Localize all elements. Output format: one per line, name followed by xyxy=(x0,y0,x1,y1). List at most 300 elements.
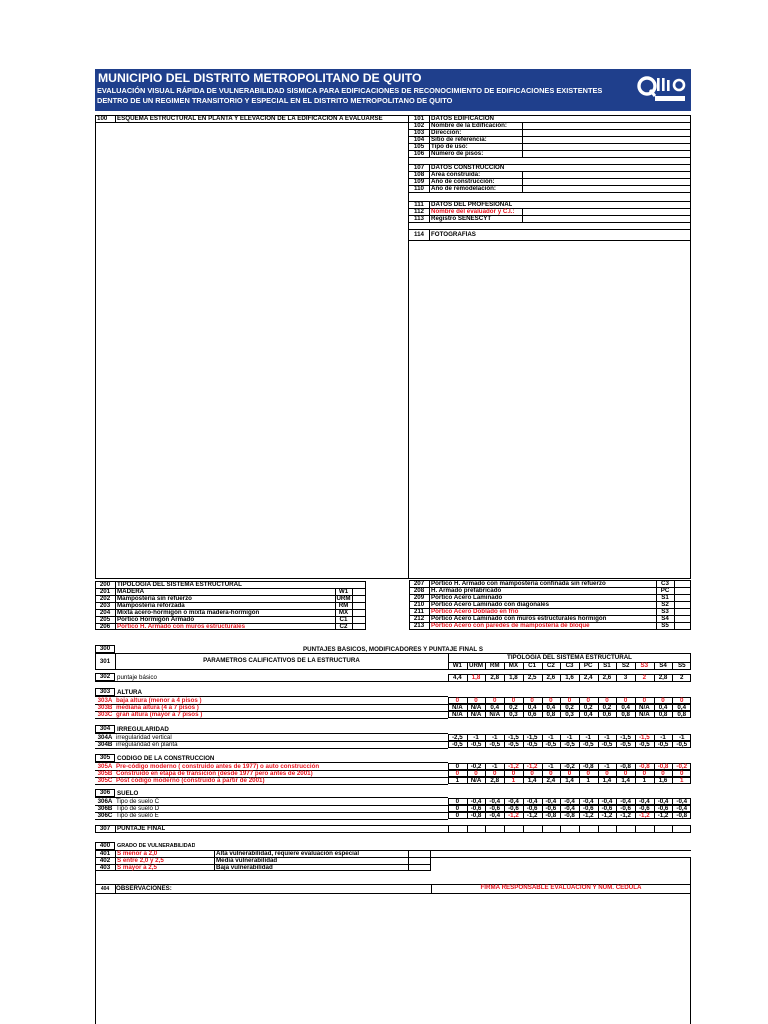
score-value: -0,6 xyxy=(657,805,669,812)
final-score-cell[interactable] xyxy=(543,826,560,832)
typology-left-abbr: MX xyxy=(338,609,349,616)
final-score-cell[interactable] xyxy=(580,826,597,832)
score-value: -0,4 xyxy=(508,798,519,805)
group-label-304: IRREGULARIDAD xyxy=(117,726,169,733)
line xyxy=(429,143,430,150)
final-score-cell[interactable] xyxy=(655,826,672,832)
field-input-105[interactable] xyxy=(523,144,690,150)
score-value: -0,5 xyxy=(620,741,631,748)
score-value: -1 xyxy=(604,734,610,741)
score-value: -0,4 xyxy=(470,798,482,805)
typology-checkbox[interactable] xyxy=(353,624,365,629)
line xyxy=(409,192,691,193)
field-input-102[interactable] xyxy=(523,123,690,129)
score-value: 0 xyxy=(549,770,553,777)
score-value: 0,2 xyxy=(602,704,612,711)
scores-code: 300 xyxy=(99,645,111,652)
score-value: -0,6 xyxy=(601,805,613,812)
sketch-code: 100 xyxy=(97,115,108,122)
score-value: 2,8 xyxy=(490,674,500,681)
score-value: 0,4 xyxy=(527,704,537,711)
score-value: -1,5 xyxy=(508,734,519,741)
score-value: 0,8 xyxy=(621,711,630,718)
typology-left-code: 201 xyxy=(99,588,111,595)
score-value: 0 xyxy=(455,812,460,819)
row-label-306A: Tipo de suelo C xyxy=(116,798,160,805)
construction-code: 107 xyxy=(413,164,425,171)
typology-checkbox[interactable] xyxy=(675,595,690,600)
signature-label: FIRMA RESPONSABLE EVALUACION Y NUM. CEDULA xyxy=(480,884,642,891)
line xyxy=(115,825,116,833)
score-value: 0 xyxy=(530,697,534,704)
line xyxy=(429,136,430,143)
typology-right-label: Pórtico Acero Laminado con muros estructurales hormigón xyxy=(431,615,607,622)
typology-right-code: 209 xyxy=(413,594,425,601)
score-value: 2 xyxy=(642,674,647,681)
score-value: 0 xyxy=(493,697,497,704)
field-label-113: Registro SENESCYT xyxy=(431,215,492,222)
final-score-cell[interactable] xyxy=(505,826,522,832)
group-code-303: 303 xyxy=(99,688,111,695)
vuln-desc: Media vulnerabilidad xyxy=(216,857,278,864)
field-input-113[interactable] xyxy=(523,216,690,222)
score-value: 0 xyxy=(680,697,684,704)
group-label-302: puntaje básico xyxy=(117,674,157,681)
score-value: N/A xyxy=(489,711,501,718)
group-label-306: SUELO xyxy=(117,790,139,797)
score-value: 3 xyxy=(623,674,628,681)
score-value: -1,5 xyxy=(526,734,538,741)
score-value: 0 xyxy=(680,770,684,777)
line xyxy=(429,208,430,215)
score-value: 1 xyxy=(511,777,516,784)
typology-right-code: 207 xyxy=(413,580,425,587)
param-label: PARÁMETROS CALIFICATIVOS DE LA ESTRUCTURA xyxy=(203,657,360,664)
score-value: 0 xyxy=(455,805,460,812)
score-value: -1,5 xyxy=(639,734,650,741)
column-header-RM: RM xyxy=(489,662,500,669)
score-value: -1 xyxy=(491,763,498,770)
final-score-cell[interactable] xyxy=(449,826,466,832)
score-value: 0 xyxy=(623,770,628,777)
score-value: -1 xyxy=(604,763,610,770)
score-value: -0,4 xyxy=(676,805,688,812)
typology-right-code: 213 xyxy=(413,622,425,629)
typology-checkbox[interactable] xyxy=(675,602,690,607)
typology-checkbox[interactable] xyxy=(353,596,365,601)
score-value: 0 xyxy=(623,697,628,704)
column-header-URM: URM xyxy=(468,662,484,669)
line xyxy=(429,150,430,157)
typology-left-label: MADERA xyxy=(117,588,145,595)
typology-right-label: Pórtico Acero con paredes de mampostería de bloque xyxy=(431,622,590,629)
group-code-306: 306 xyxy=(99,789,111,796)
line xyxy=(429,178,430,185)
score-value: 0 xyxy=(642,697,647,704)
score-value: 0 xyxy=(642,770,647,777)
typology-checkbox[interactable] xyxy=(675,623,690,628)
group-label-303: ALTURA xyxy=(117,689,142,696)
score-value: -1 xyxy=(660,734,666,741)
typology-heading: TIPOLOGIA DEL SISTEMA ESTRUCTURAL xyxy=(117,581,242,588)
final-score-cell[interactable] xyxy=(468,826,485,832)
line xyxy=(95,784,448,785)
final-score-cell[interactable] xyxy=(673,826,690,832)
typology-left-abbr: W1 xyxy=(338,588,349,595)
vuln-range: S entre 2,0 y 2,5 xyxy=(117,857,164,864)
field-label-108: Área construida: xyxy=(431,171,481,178)
photos-heading: FOTOGRAFÍAS xyxy=(431,231,476,238)
row-code-305C: 305C xyxy=(97,777,113,784)
line xyxy=(429,229,430,240)
score-value: 0 xyxy=(605,697,609,704)
score-value: -1 xyxy=(678,734,685,741)
typology-right-code: 210 xyxy=(413,601,425,608)
row-code-305B: 305B xyxy=(97,770,113,777)
score-value: 2,6 xyxy=(602,674,612,681)
score-value: -0,8 xyxy=(676,812,688,819)
field-input-112[interactable] xyxy=(523,209,690,215)
typology-right-code: 208 xyxy=(413,587,425,594)
line xyxy=(95,681,448,682)
typology-left-code: 205 xyxy=(99,616,111,623)
score-value: 0 xyxy=(567,770,572,777)
score-value: -0,6 xyxy=(489,805,501,812)
score-value: -1,2 xyxy=(582,812,594,819)
score-value: -1 xyxy=(548,763,554,770)
score-value: 0,2 xyxy=(565,704,574,711)
field-label-112: Nombre del evaluador y C.I.: xyxy=(431,208,515,215)
row-label-303B: mediana altura (4 a 7 pisos ) xyxy=(116,704,199,711)
score-value: -0,4 xyxy=(489,812,501,819)
column-header-S5: S5 xyxy=(677,662,686,669)
field-input-103[interactable] xyxy=(523,130,690,136)
typology-checkbox[interactable] xyxy=(675,581,690,586)
score-value: 1,6 xyxy=(658,777,668,784)
score-value: -1,2 xyxy=(526,763,538,770)
line xyxy=(429,185,430,192)
typology-right-abbr: C3 xyxy=(661,580,669,587)
score-value: -0,4 xyxy=(564,798,575,805)
score-value: 0 xyxy=(455,798,460,805)
building-heading: DATOS EDIFICACION xyxy=(431,115,495,122)
score-value: -1 xyxy=(473,734,479,741)
score-value: -0,4 xyxy=(657,798,669,805)
score-value: 1,8 xyxy=(471,674,481,681)
score-value: 0,6 xyxy=(527,711,537,718)
typology-checkbox[interactable] xyxy=(353,603,365,608)
column-header-PC: PC xyxy=(583,662,593,669)
score-value: N/A xyxy=(452,704,463,711)
form-title: MUNICIPIO DEL DISTRITO METROPOLITANO DE QUITO xyxy=(98,71,422,85)
field-label-104: Sitio de referencia: xyxy=(431,136,487,143)
score-value: -0,8 xyxy=(620,763,631,770)
score-value: -0,5 xyxy=(564,741,575,748)
line xyxy=(409,222,691,223)
final-score-cell[interactable] xyxy=(599,826,616,832)
typology-right-abbr: S4 xyxy=(661,615,669,622)
score-value: 0 xyxy=(455,770,460,777)
score-value: -0,6 xyxy=(470,805,482,812)
row-label-305A: Pre-código moderno ( construido antes de 1977) o auto construcción xyxy=(116,763,320,770)
typology-checkbox[interactable] xyxy=(353,589,365,594)
score-value: 1,4 xyxy=(602,777,612,784)
score-value: N/A xyxy=(470,711,482,718)
final-score-cell[interactable] xyxy=(486,826,503,832)
final-score-cell[interactable] xyxy=(617,826,634,832)
field-input-109[interactable] xyxy=(523,179,690,185)
field-input-104[interactable] xyxy=(523,137,690,143)
column-header-C1: C1 xyxy=(528,662,537,669)
field-label-105: Tipo de uso: xyxy=(431,143,468,150)
score-value: 0,8 xyxy=(677,711,687,718)
score-value: -0,6 xyxy=(639,805,650,812)
group-code-302: 302 xyxy=(99,673,111,680)
row-code-303C: 303C xyxy=(97,711,113,718)
row-label-304B: irregularidad en planta xyxy=(116,741,178,748)
score-value: -0,4 xyxy=(620,798,631,805)
score-value: 0 xyxy=(493,770,497,777)
line xyxy=(429,164,430,171)
score-value: -1 xyxy=(548,734,554,741)
score-value: 0 xyxy=(511,770,516,777)
line xyxy=(409,229,691,230)
score-value: 0,4 xyxy=(621,704,630,711)
score-value: -0,4 xyxy=(564,805,575,812)
score-value: 0 xyxy=(605,770,609,777)
score-value: N/A xyxy=(452,711,463,718)
score-value: 0 xyxy=(567,697,572,704)
score-value: 1 xyxy=(680,777,684,784)
typology-right-abbr: S1 xyxy=(661,594,669,601)
score-value: 2,8 xyxy=(658,674,668,681)
field-input-108[interactable] xyxy=(523,172,690,178)
typology-left-label: Pórtico H. Armado con muros estructurales xyxy=(117,623,246,630)
typology-checkbox[interactable] xyxy=(675,616,690,621)
score-value: -0,6 xyxy=(526,805,538,812)
row-code-305A: 305A xyxy=(97,763,113,770)
field-code-104: 104 xyxy=(413,136,425,143)
score-value: 1,6 xyxy=(565,674,574,681)
final-score-cell[interactable] xyxy=(636,826,653,832)
score-value: -0,4 xyxy=(601,798,613,805)
score-value: 0,6 xyxy=(602,711,612,718)
typology-left-code: 204 xyxy=(99,609,111,616)
field-code-109: 109 xyxy=(413,178,425,185)
group-label-305: CODIGO DE LA CONSTRUCCIÓN xyxy=(117,755,215,762)
typology-right-label: Pórtico H. Armado con mampostería confinada sin refuerzo xyxy=(431,580,606,587)
typology-right-label: Pórtico Acero Laminado con diagonales xyxy=(431,601,550,608)
score-value: -0,8 xyxy=(582,763,594,770)
final-code: 307 xyxy=(99,825,111,832)
score-value: N/A xyxy=(470,777,482,784)
sketch-area[interactable] xyxy=(96,123,407,578)
field-code-102: 102 xyxy=(413,122,425,129)
score-value: -0,8 xyxy=(564,812,575,819)
final-score-cell[interactable] xyxy=(524,826,541,832)
column-header-MX: MX xyxy=(508,662,519,669)
score-value: 0 xyxy=(474,697,478,704)
typology-right-label: H. Armado prefabricado xyxy=(431,587,502,594)
row-code-303A: 303A xyxy=(97,697,113,704)
obs-label: OBSERVACIONES: xyxy=(116,885,172,892)
field-label-110: Año de remodelación: xyxy=(431,185,496,192)
score-value: -1,2 xyxy=(657,812,669,819)
field-input-106[interactable] xyxy=(523,151,690,157)
typology-left-code: 202 xyxy=(99,595,111,602)
score-value: 1 xyxy=(642,777,647,784)
score-value: 0 xyxy=(511,697,516,704)
score-value: 1,4 xyxy=(565,777,574,784)
vuln-code: 400 xyxy=(99,842,111,849)
line xyxy=(95,718,448,719)
score-value: -0,6 xyxy=(508,805,519,812)
column-header-S2: S2 xyxy=(621,662,630,669)
score-value: 0 xyxy=(586,770,590,777)
photos-code: 114 xyxy=(414,231,424,238)
score-value: 0 xyxy=(530,770,534,777)
typology-right-label: Pórtico Acero Doblado en frio xyxy=(431,608,519,615)
score-value: -1,2 xyxy=(639,812,650,819)
row-label-306C: Tipo de suelo E xyxy=(116,812,159,819)
score-value: 2,4 xyxy=(546,777,556,784)
score-value: 2,8 xyxy=(490,777,500,784)
typology-checkbox[interactable] xyxy=(353,610,365,615)
score-value: -0,6 xyxy=(620,805,631,812)
score-value: -0,5 xyxy=(489,741,501,748)
line xyxy=(95,748,448,749)
score-value: -0,4 xyxy=(676,798,688,805)
score-value: -1,2 xyxy=(526,812,538,819)
column-header-S3: S3 xyxy=(640,662,649,669)
field-code-113: 113 xyxy=(414,215,424,222)
column-header-W1: W1 xyxy=(452,662,462,669)
vuln-desc: Alta vulnerabilidad, requiere evaluación especial xyxy=(216,850,360,857)
typology-left-label: Pórtico Hormigón Armado xyxy=(117,616,195,623)
typology-left-code: 206 xyxy=(99,623,111,630)
vuln-row-code: 403 xyxy=(99,864,111,871)
score-value: 0 xyxy=(661,697,665,704)
score-value: -0,4 xyxy=(639,798,650,805)
score-value: -0,4 xyxy=(489,798,501,805)
vuln-desc: Baja vulnerabilidad xyxy=(216,864,273,871)
photos-area[interactable] xyxy=(410,241,690,577)
score-value: -0,5 xyxy=(657,741,669,748)
score-value: -0,5 xyxy=(526,741,538,748)
score-value: -0,5 xyxy=(639,741,650,748)
score-value: 2,4 xyxy=(583,674,593,681)
score-value: 4,4 xyxy=(453,674,462,681)
vuln-heading: GRADO DE VULNERABILIDAD xyxy=(117,843,196,849)
vuln-range: S mayor a 2,5 xyxy=(117,864,157,871)
score-value: -0,5 xyxy=(601,741,613,748)
typology-right-abbr: PC xyxy=(660,587,670,594)
field-label-103: Dirección: xyxy=(431,129,462,136)
score-value: -0,5 xyxy=(676,741,688,748)
field-input-110[interactable] xyxy=(523,186,690,192)
typology-code: 200 xyxy=(99,581,111,588)
line xyxy=(429,122,430,129)
score-value: -0,4 xyxy=(545,798,557,805)
score-value: -0,6 xyxy=(582,805,594,812)
score-value: -1,2 xyxy=(601,812,613,819)
typology-right-abbr: S2 xyxy=(661,601,669,608)
score-value: 1,4 xyxy=(621,777,630,784)
score-value: 0 xyxy=(455,763,460,770)
typology-left-abbr: C1 xyxy=(339,616,348,623)
observations-area[interactable] xyxy=(96,894,690,1022)
score-value: -1,2 xyxy=(508,812,519,819)
typology-checkbox[interactable] xyxy=(353,617,365,622)
typology-checkbox[interactable] xyxy=(675,588,690,593)
field-code-106: 106 xyxy=(413,150,425,157)
vuln-row-code: 402 xyxy=(99,857,111,864)
score-value: 0,2 xyxy=(509,704,518,711)
line xyxy=(95,819,448,820)
score-value: 0 xyxy=(586,697,590,704)
score-value: -0,8 xyxy=(639,763,650,770)
field-label-102: Nombre de la Edificación: xyxy=(431,122,507,129)
column-header-C3: C3 xyxy=(565,662,574,669)
row-label-303A: baja altura (menor a 4 pisos ) xyxy=(116,697,202,704)
score-value: -1 xyxy=(566,734,573,741)
score-value: N/A xyxy=(470,704,482,711)
row-label-305C: Post código moderno (construido a partir de 2001) xyxy=(116,777,265,784)
field-code-103: 103 xyxy=(413,129,425,136)
score-value: 0,8 xyxy=(546,711,556,718)
vuln-checkbox[interactable] xyxy=(409,851,430,856)
score-value: -0,8 xyxy=(657,763,669,770)
typology-right-code: 212 xyxy=(413,615,425,622)
form-subtitle-2: DENTRO DE UN REGIMEN TRANSITORIO Y ESPECIAL EN EL DISTRITO METROPOLITANO DE QUITO xyxy=(97,96,453,105)
final-label: PUNTAJE FINAL xyxy=(117,825,166,832)
score-value: 0,3 xyxy=(509,711,518,718)
score-value: 0 xyxy=(549,697,553,704)
score-value: -0,2 xyxy=(564,763,575,770)
typology-right-code: 211 xyxy=(414,608,424,615)
field-code-110: 110 xyxy=(414,185,424,192)
column-header-C2: C2 xyxy=(546,662,555,669)
score-value: 0,4 xyxy=(583,711,593,718)
score-value: -0,5 xyxy=(545,741,557,748)
typology-checkbox[interactable] xyxy=(675,609,690,614)
typology-left-label: Mampostería reforzada xyxy=(117,602,185,609)
building-code: 101 xyxy=(413,115,425,122)
score-value: 0 xyxy=(455,697,460,704)
score-value: -0,5 xyxy=(508,741,519,748)
final-score-cell[interactable] xyxy=(561,826,578,832)
score-value: -0,5 xyxy=(452,741,463,748)
score-value: -1 xyxy=(585,734,591,741)
professional-heading: DATOS DEL PROFESIONAL xyxy=(431,201,513,208)
column-header-S1: S1 xyxy=(603,662,611,669)
score-value: 0,2 xyxy=(583,704,593,711)
typology-left-abbr: URM xyxy=(336,595,351,602)
row-code-304A: 304A xyxy=(97,734,113,741)
param-code: 301 xyxy=(99,658,111,665)
score-value: -0,2 xyxy=(470,763,482,770)
typology-left-abbr: C2 xyxy=(339,623,348,630)
typology-right-label: Pórtico Acero Laminado xyxy=(431,594,503,601)
field-code-105: 105 xyxy=(413,143,425,150)
obs-code: 404 xyxy=(100,886,110,892)
row-code-306A: 306A xyxy=(97,798,113,805)
score-value: -0,5 xyxy=(470,741,482,748)
score-value: 0,4 xyxy=(490,704,500,711)
score-value: 2,6 xyxy=(546,674,556,681)
quito-logo xyxy=(637,72,687,106)
row-code-306B: 306B xyxy=(97,805,113,812)
